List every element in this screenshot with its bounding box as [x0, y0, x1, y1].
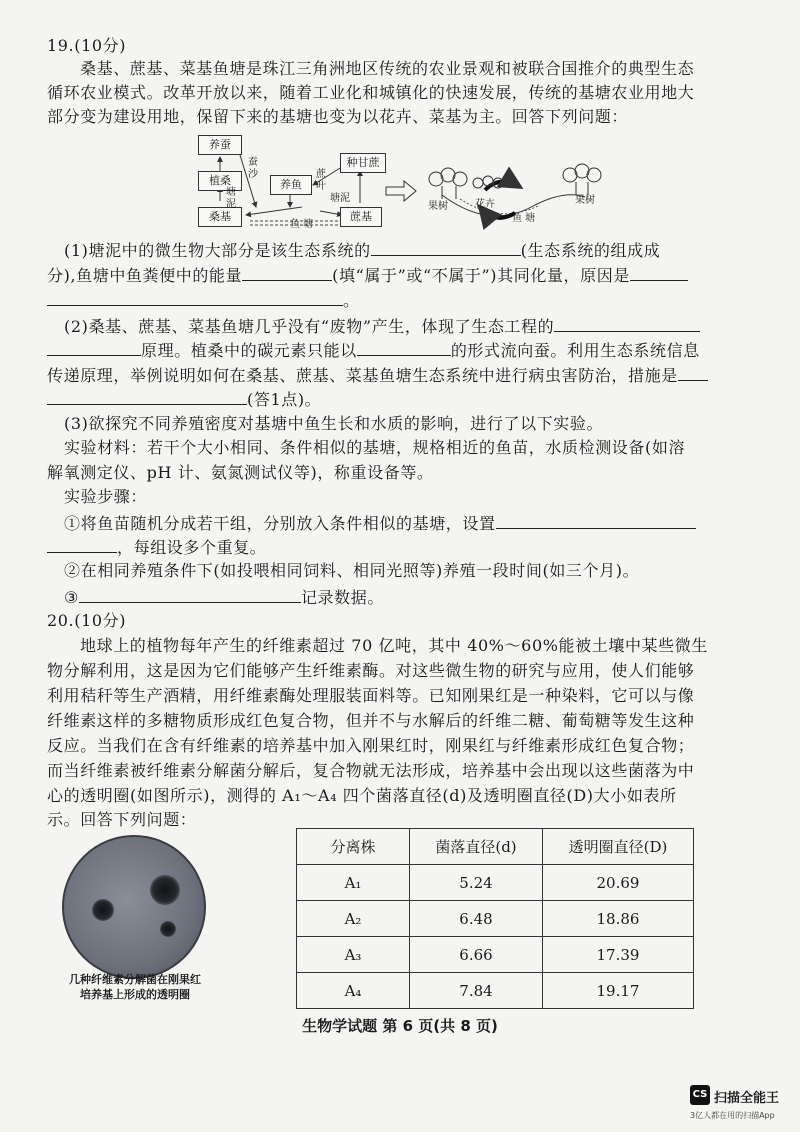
colony-diameter-cell: 6.66 — [410, 937, 543, 973]
q19-p3-text-i: 记录数据。 — [300, 588, 384, 607]
colony-diameter-cell: 6.48 — [410, 901, 543, 937]
q19-p1-text-b: (生态系统的组成成 — [520, 241, 661, 260]
table-header-row — [297, 829, 694, 865]
answer-blank[interactable] — [79, 584, 301, 603]
q19-part1-line3 — [47, 287, 360, 313]
q19-part2-line1 — [64, 313, 700, 339]
mulberry-plant-box: 植桑 — [198, 171, 242, 191]
fish-box: 养鱼 — [270, 175, 312, 195]
q19-part2-line3 — [47, 362, 708, 388]
q20-intro-line-2: 物分解利用，这是因为它们能够产生纤维素酶。对这些微生物的研究与应用，使人们能够 — [47, 661, 695, 680]
column-header: 分离株 — [297, 829, 410, 865]
silkworm-sand-label: 蚕沙 — [248, 157, 258, 180]
figure-caption-line-2: 培养基上形成的透明圈 — [80, 988, 190, 1001]
clear-zone — [160, 921, 176, 937]
q19-p1-text-c: 分),鱼塘中鱼粪便中的能量 — [47, 266, 243, 285]
q19-part3-line3: 解氧测定仪、pH 计、氨氮测试仪等)，称重设备等。 — [47, 463, 434, 482]
camscanner-logo-icon: CS — [690, 1085, 710, 1105]
answer-blank[interactable] — [47, 386, 247, 405]
clear-zone — [150, 875, 180, 905]
sugarcane-plant-box: 种甘蔗 — [340, 153, 386, 173]
strain-cell: A₄ — [297, 973, 410, 1009]
answer-blank[interactable] — [47, 337, 141, 356]
fruit-tree-right-label: 果树 — [575, 195, 595, 206]
q19-p2-text-e: (答1点)。 — [247, 390, 322, 409]
answer-blank[interactable] — [554, 313, 700, 332]
q19-p1-text-e: 。 — [343, 291, 360, 310]
answer-blank[interactable] — [47, 534, 117, 553]
q19-p2-text-b: 原理。植桑中的碳元素只能以 — [141, 341, 357, 360]
q19-intro-line-3: 部分变为建设用地，保留下来的基塘也变为以花卉、菜基为主。回答下列问题： — [47, 107, 629, 126]
scanner-watermark — [690, 1085, 794, 1125]
sugarcane-base-box: 蔗基 — [340, 207, 382, 227]
table-row — [297, 865, 694, 901]
clear-zone — [92, 899, 114, 921]
q19-part3-line8 — [64, 584, 384, 610]
column-header: 菌落直径(d) — [410, 829, 543, 865]
answer-blank[interactable] — [47, 287, 343, 306]
q20-intro-line-5: 反应。当我们在含有纤维素的培养基中加入刚果红时，刚果红与纤维素形成红色复合物； — [47, 736, 695, 755]
mulberry-fishpond-diagram — [190, 135, 610, 235]
q19-p3-text-e: ①将鱼苗随机分成若干组，分别放入条件相似的基塘，设置 — [64, 514, 496, 533]
petri-dish-image — [62, 835, 206, 979]
strain-cell: A₃ — [297, 937, 410, 973]
q19-p2-text-d: 传递原理，举例说明如何在桑基、蔗基、菜基鱼塘生态系统中进行病虫害防治，措施是 — [47, 366, 678, 385]
answer-blank[interactable] — [678, 362, 708, 381]
q20-intro-line-4: 纤维素这样的多糖物质形成红色复合物，但并不与水解后的纤维二糖、葡萄糖等发生这种 — [47, 711, 695, 730]
clear-zone-diameter-cell: 17.39 — [543, 937, 694, 973]
q19-p1-text-d: (填“属于”或“不属于”)其同化量，原因是 — [332, 266, 630, 285]
silkworm-box: 养蚕 — [198, 135, 242, 155]
q19-part1-line2 — [47, 262, 688, 288]
fruit-tree-left-label: 果树 — [428, 201, 448, 212]
q20-intro-line-8: 示。回答下列问题： — [47, 810, 197, 829]
q19-part3-line5 — [64, 510, 696, 536]
figure-caption-line-1: 几种纤维素分解菌在刚果红 — [69, 973, 201, 986]
colony-diameter-cell: 7.84 — [410, 973, 543, 1009]
page-footer: 生物学试题 第 6 页(共 8 页) — [302, 1017, 498, 1035]
q20-intro-line-6: 而当纤维素被纤维素分解菌分解后，复合物就无法形成，培养基中会出现以这些菌落为中 — [47, 761, 695, 780]
q19-part3-line6 — [47, 534, 266, 560]
q19-part2-line4 — [47, 386, 321, 412]
pond-label: 鱼 塘 — [290, 219, 314, 230]
colony-diameter-cell: 5.24 — [410, 865, 543, 901]
q19-p2-text-a: (2)桑基、蔗基、菜基鱼塘几乎没有“废物”产生，体现了生态工程的 — [64, 317, 555, 336]
answer-blank[interactable] — [242, 262, 332, 281]
q20-intro-line-3: 利用秸秆等生产酒精，用纤维素酶处理服装面料等。已知刚果红是一种染料，它可以与像 — [47, 686, 695, 705]
mulberry-base-box: 桑基 — [198, 207, 242, 227]
watermark-subtitle: 3亿人都在用的扫描App — [690, 1111, 775, 1120]
table-row — [297, 973, 694, 1009]
q19-p3-text-f: ，每组设多个重复。 — [117, 538, 267, 557]
figure-caption — [40, 972, 230, 1002]
diagram-lines — [190, 135, 610, 235]
q19-header: 19.(10分) — [47, 36, 127, 55]
q19-p3-text-h: ③ — [64, 588, 79, 607]
column-header: 透明圈直径(D) — [543, 829, 694, 865]
q20-header: 20.(10分) — [47, 611, 127, 630]
q20-intro-line-7: 心的透明圈(如图所示)，测得的 A₁～A₄ 四个菌落直径(d)及透明圈直径(D)大小如表所 — [47, 786, 677, 805]
table-row — [297, 937, 694, 973]
q19-part3-line7: ②在相同养殖条件下(如投喂相同饲料、相同光照等)养殖一段时间(如三个月)。 — [64, 561, 640, 580]
pond-mud-right-label: 塘泥 — [330, 193, 350, 204]
strain-cell: A₂ — [297, 901, 410, 937]
clear-zone-diameter-cell: 18.86 — [543, 901, 694, 937]
fish-pond-right-label: 鱼 塘 — [512, 213, 536, 224]
q19-part1-line1 — [64, 237, 660, 263]
strain-cell: A₁ — [297, 865, 410, 901]
q19-part3-line1: (3)欲探究不同养殖密度对基塘中鱼生长和水质的影响，进行了以下实验。 — [64, 414, 604, 433]
colony-data-table — [296, 828, 694, 1009]
q19-intro-line-2: 循环农业模式。改革开放以来，随着工业化和城镇化的快速发展，传统的基塘农业用地大 — [47, 83, 695, 102]
answer-blank[interactable] — [630, 262, 688, 281]
cane-leaf-label: 蔗叶 — [316, 169, 326, 192]
table-row — [297, 901, 694, 937]
q19-intro-line-1: 桑基、蔗基、菜基鱼塘是珠江三角洲地区传统的农业景观和被联合国推介的典型生态 — [80, 59, 695, 78]
answer-blank[interactable] — [357, 337, 451, 356]
q19-part3-line4: 实验步骤： — [64, 487, 148, 506]
q19-p2-text-c: 的形式流向蚕。利用生态系统信息 — [450, 341, 700, 360]
answer-blank[interactable] — [371, 237, 521, 256]
answer-blank[interactable] — [496, 510, 696, 529]
q19-p1-text-a: (1)塘泥中的微生物大部分是该生态系统的 — [64, 241, 371, 260]
watermark-name: 扫描全能王 — [714, 1091, 780, 1106]
q19-part3-line2: 实验材料：若干个大小相同、条件相似的基塘，规格相近的鱼苗，水质检测设备(如溶 — [64, 438, 686, 457]
flowers-label: 花卉 — [475, 199, 495, 210]
q20-intro-line-1: 地球上的植物每年产生的纤维素超过 70 亿吨，其中 40%～60%能被土壤中某些微生 — [80, 636, 708, 655]
clear-zone-diameter-cell: 20.69 — [543, 865, 694, 901]
clear-zone-diameter-cell: 19.17 — [543, 973, 694, 1009]
pond-mud-left-label: 塘泥 — [226, 187, 236, 210]
q19-part2-line2 — [47, 337, 700, 363]
